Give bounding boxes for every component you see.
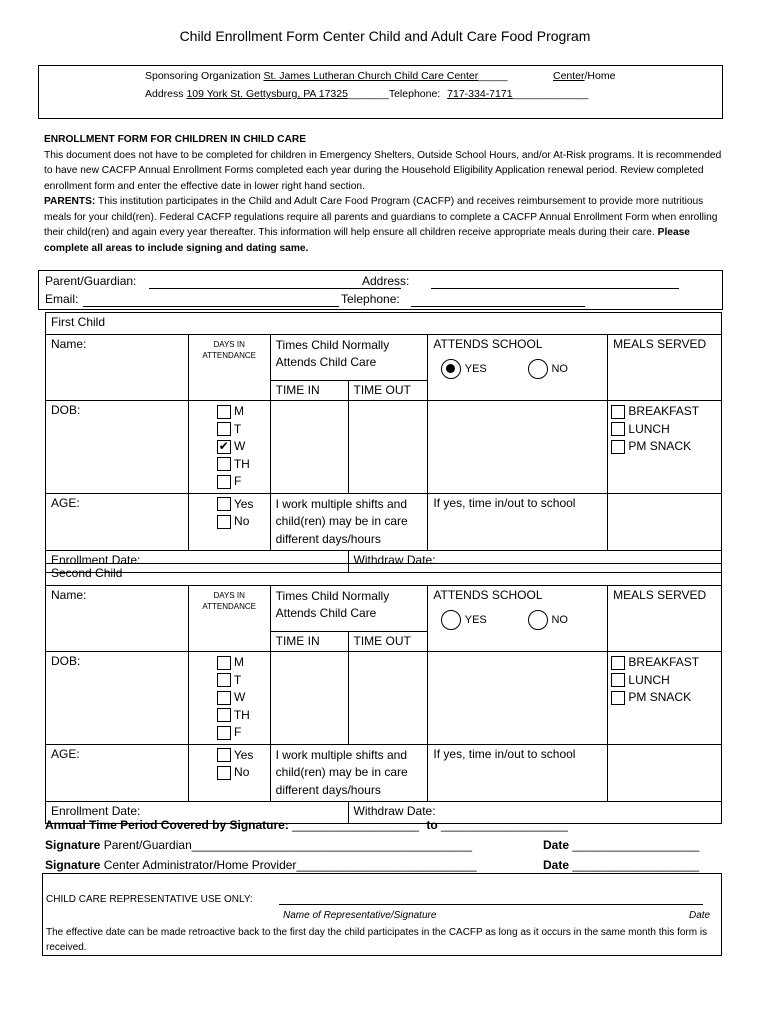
multi-shift-yes-label: Yes	[233, 496, 254, 511]
sponsor-telephone-value[interactable]: 717-334-7171	[447, 88, 513, 100]
day-m-label: M	[234, 404, 245, 418]
time-out-header: TIME OUT	[348, 381, 428, 401]
breakfast2-checkbox[interactable]	[611, 656, 625, 670]
days-header: DAYS IN ATTENDANCE	[188, 335, 270, 401]
time-in-header: TIME IN	[270, 381, 348, 401]
second-child-heading: Second Child	[46, 564, 722, 586]
annual-period-row	[45, 818, 568, 832]
school-yes-radio[interactable]	[441, 359, 461, 379]
dob-cell[interactable]: DOB:	[46, 401, 189, 494]
admin-signature-input[interactable]: ___________________________	[296, 858, 477, 872]
email-input[interactable]	[83, 306, 339, 307]
annual-period-label: Annual Time Period Covered by Signature:	[45, 818, 289, 832]
annual-start-input[interactable]: ___________________	[292, 818, 419, 832]
pm-snack-label: PM SNACK	[628, 439, 692, 453]
lunch-checkbox[interactable]	[611, 422, 625, 436]
sponsor-org-trail: _____	[478, 70, 508, 82]
school-yes-label: YES	[464, 363, 487, 376]
multi-shift2-yes-label: Yes	[233, 747, 254, 762]
representative-box	[42, 873, 722, 956]
lunch2-checkbox[interactable]	[611, 673, 625, 687]
guardian-label: Parent/Guardian:	[45, 274, 137, 288]
withdraw2-date-cell[interactable]: Withdraw Date:	[348, 802, 721, 824]
multi-shift2-yes-checkbox[interactable]	[217, 748, 231, 762]
effective-date-note: The effective date can be made retroactive back to the first day the child participates in the CACFP as long as it occurs in the same month this form is received.	[46, 927, 708, 953]
days-checkboxes	[188, 401, 270, 494]
meals-empty-cell	[608, 493, 722, 551]
time-in-input[interactable]	[270, 401, 348, 494]
school2-no-radio[interactable]	[528, 610, 548, 630]
page-title: Child Enrollment Form Center Child and Adult Care Food Program	[179, 28, 591, 44]
school2-no-label: NO	[551, 614, 568, 627]
enrollment2-date-cell[interactable]: Enrollment Date:	[46, 802, 349, 824]
attends-school-label: ATTENDS SCHOOL	[433, 337, 543, 351]
attends-school2-label: ATTENDS SCHOOL	[433, 588, 543, 602]
guardian-input[interactable]	[149, 288, 401, 289]
school-no-label: NO	[551, 363, 568, 376]
day2-f-checkbox[interactable]	[217, 726, 231, 740]
intro-paragraph-1: This document does not have to be completed for children in Emergency Shelters, Outside School Hours, and/or At-Risk programs. It is recommended to have new CACFP Annual Enrollment Forms completed each year during the Household Eligibility Application renewal period. Review completed enrollment form and enter the effective date in lower right hand section.	[44, 149, 722, 192]
day-t-checkbox[interactable]	[217, 422, 231, 436]
intro-paragraph-2	[44, 194, 724, 256]
day-t-label: T	[233, 421, 242, 436]
school2-times-input[interactable]	[428, 652, 608, 745]
pm-snack-checkbox[interactable]	[611, 440, 625, 454]
multi-shift-no-label: No	[234, 514, 250, 528]
sponsor-telephone-trail: _____________	[512, 88, 589, 100]
dob2-cell[interactable]: DOB:	[46, 652, 189, 745]
sponsor-address-row	[145, 88, 588, 100]
rep-date-label: Date	[689, 910, 711, 921]
breakfast2-label: BREAKFAST	[628, 655, 700, 669]
child-name-cell[interactable]: Name:	[46, 335, 189, 401]
meals2-checkboxes	[608, 652, 722, 745]
parent-date-label: Date	[543, 838, 570, 852]
first-child-heading: First Child	[46, 313, 722, 335]
age-cell[interactable]: AGE:	[46, 493, 189, 551]
first-child-table	[45, 312, 722, 573]
day2-f-label: F	[234, 725, 242, 739]
times2-header: Times Child Normally Attends Child Care	[270, 586, 428, 632]
sponsor-telephone-label: Telephone:	[388, 88, 441, 100]
sponsor-org-value[interactable]: St. James Lutheran Church Child Care Center	[263, 70, 479, 82]
parent-signature-row	[45, 838, 472, 852]
multi-shift-no-checkbox[interactable]	[217, 515, 231, 529]
second-child-table	[45, 563, 722, 824]
sponsor-org-row	[145, 70, 507, 82]
center-option[interactable]: Center	[553, 70, 585, 82]
day-f-checkbox[interactable]	[217, 475, 231, 489]
parent-address-input[interactable]	[431, 288, 679, 289]
day2-m-checkbox[interactable]	[217, 656, 231, 670]
time2-in-input[interactable]	[270, 652, 348, 745]
pm-snack2-label: PM SNACK	[628, 690, 692, 704]
day2-t-checkbox[interactable]	[217, 673, 231, 687]
enrollment-date-cell[interactable]: Enrollment Date:	[46, 551, 349, 573]
day-w-checkbox[interactable]	[217, 440, 231, 454]
school-no-radio[interactable]	[528, 359, 548, 379]
time2-in-header: TIME IN	[270, 632, 348, 652]
parent-info-box	[38, 270, 723, 310]
lunch2-label: LUNCH	[628, 672, 670, 687]
day-th-checkbox[interactable]	[217, 457, 231, 471]
school2-yes-radio[interactable]	[441, 610, 461, 630]
parents-bold: Please complete all areas to include signing and dating same.	[44, 227, 690, 254]
parent-date-row	[543, 838, 699, 852]
parent-signature-input[interactable]: __________________________________________	[191, 838, 473, 852]
multiple-shifts2-text: I work multiple shifts and child(ren) may be in care different days/hours	[270, 744, 428, 802]
attends-school2-cell	[428, 586, 608, 652]
signature-label-2: Signature	[45, 858, 101, 872]
signature-label: Signature	[45, 838, 101, 852]
parent-telephone-label: Telephone:	[341, 292, 400, 306]
withdraw-date-cell[interactable]: Withdraw Date:	[348, 551, 721, 573]
if-yes-school2-text: If yes, time in/out to school	[428, 744, 608, 802]
age2-cell[interactable]: AGE:	[46, 744, 189, 802]
day2-th-label: TH	[233, 707, 250, 722]
meals2-served-header: MEALS SERVED	[608, 586, 722, 652]
meals-served-header: MEALS SERVED	[608, 335, 722, 401]
rep-name-signature-label: Name of Representative/Signature	[283, 910, 437, 921]
meals-checkboxes	[608, 401, 722, 494]
sponsor-address-label: Address	[145, 88, 184, 100]
day2-th-checkbox[interactable]	[217, 708, 231, 722]
intro-text	[44, 132, 724, 256]
sponsor-org-label: Sponsoring Organization	[145, 70, 261, 82]
day2-w-checkbox[interactable]	[217, 691, 231, 705]
admin-signature-label: Center Administrator/Home Provider	[103, 858, 297, 872]
days2-checkboxes	[188, 652, 270, 745]
times-header: Times Child Normally Attends Child Care	[270, 335, 428, 381]
attends-school-cell	[428, 335, 608, 401]
sponsor-address-trail: _______	[347, 88, 389, 100]
time2-out-input[interactable]	[348, 652, 428, 745]
day2-m-label: M	[234, 655, 245, 669]
pm-snack2-checkbox[interactable]	[611, 691, 625, 705]
admin-date-input[interactable]: ___________________	[572, 858, 700, 872]
multi-shift-yes-checkbox[interactable]	[217, 497, 231, 511]
if-yes-school-text: If yes, time in/out to school	[428, 493, 608, 551]
time2-out-header: TIME OUT	[348, 632, 428, 652]
day-th-label: TH	[233, 456, 250, 471]
multi-shift2-no-label: No	[234, 765, 250, 779]
multiple-shifts-text: I work multiple shifts and child(ren) may be in care different days/hours	[270, 493, 428, 551]
meals2-empty-cell	[608, 744, 722, 802]
lunch-label: LUNCH	[628, 421, 670, 436]
breakfast-label: BREAKFAST	[628, 404, 700, 418]
admin-signature-row	[45, 858, 477, 872]
sponsor-address-value[interactable]: 109 York St. Gettysburg, PA 17325	[186, 88, 348, 100]
rep-use-only-label: CHILD CARE REPRESENTATIVE USE ONLY:	[46, 894, 253, 905]
annual-to-label: to	[426, 818, 438, 832]
day2-t-label: T	[233, 672, 242, 687]
email-label: Email:	[45, 292, 79, 306]
center-home	[553, 70, 615, 82]
home-option[interactable]: /Home	[584, 70, 616, 82]
day-w-label: W	[234, 439, 246, 453]
parent-signature-label: Parent/Guardian	[103, 838, 192, 852]
day-f-label: F	[234, 474, 242, 488]
time-out-input[interactable]	[348, 401, 428, 494]
breakfast-checkbox[interactable]	[611, 405, 625, 419]
parents-label: PARENTS:	[44, 196, 96, 207]
day-m-checkbox[interactable]	[217, 405, 231, 419]
admin-date-row	[543, 858, 699, 872]
intro-heading: ENROLLMENT FORM FOR CHILDREN IN CHILD CARE	[44, 134, 307, 145]
school2-yes-label: YES	[464, 614, 487, 627]
parents-text: This institution participates in the Child and Adult Care Food Program (CACFP) and receives reimbursement to provide more nutritious meals for your child(ren). Federal CACFP regulations require all parents and guardians to complete a CACFP Annual Enrollment Form when enrolling their child(ren) and again every year thereafter. This information will help ensure all children receive appropriate meals during their care.	[44, 196, 718, 238]
parent-date-input[interactable]: ___________________	[572, 838, 700, 852]
parent-telephone-input[interactable]	[411, 306, 585, 307]
child2-name-cell[interactable]: Name:	[46, 586, 189, 652]
rep-signature-input[interactable]	[279, 904, 703, 905]
day2-w-label: W	[234, 690, 246, 704]
annual-end-input[interactable]: ___________________	[441, 818, 568, 832]
sponsor-box	[38, 65, 723, 119]
school-times-input[interactable]	[428, 401, 608, 494]
admin-date-label: Date	[543, 858, 570, 872]
multi-shift2-no-checkbox[interactable]	[217, 766, 231, 780]
parent-address-label: Address:	[362, 274, 410, 288]
multi-shift2-checkboxes	[188, 744, 270, 802]
multi-shift-checkboxes	[188, 493, 270, 551]
days2-header: DAYS IN ATTENDANCE	[188, 586, 270, 652]
